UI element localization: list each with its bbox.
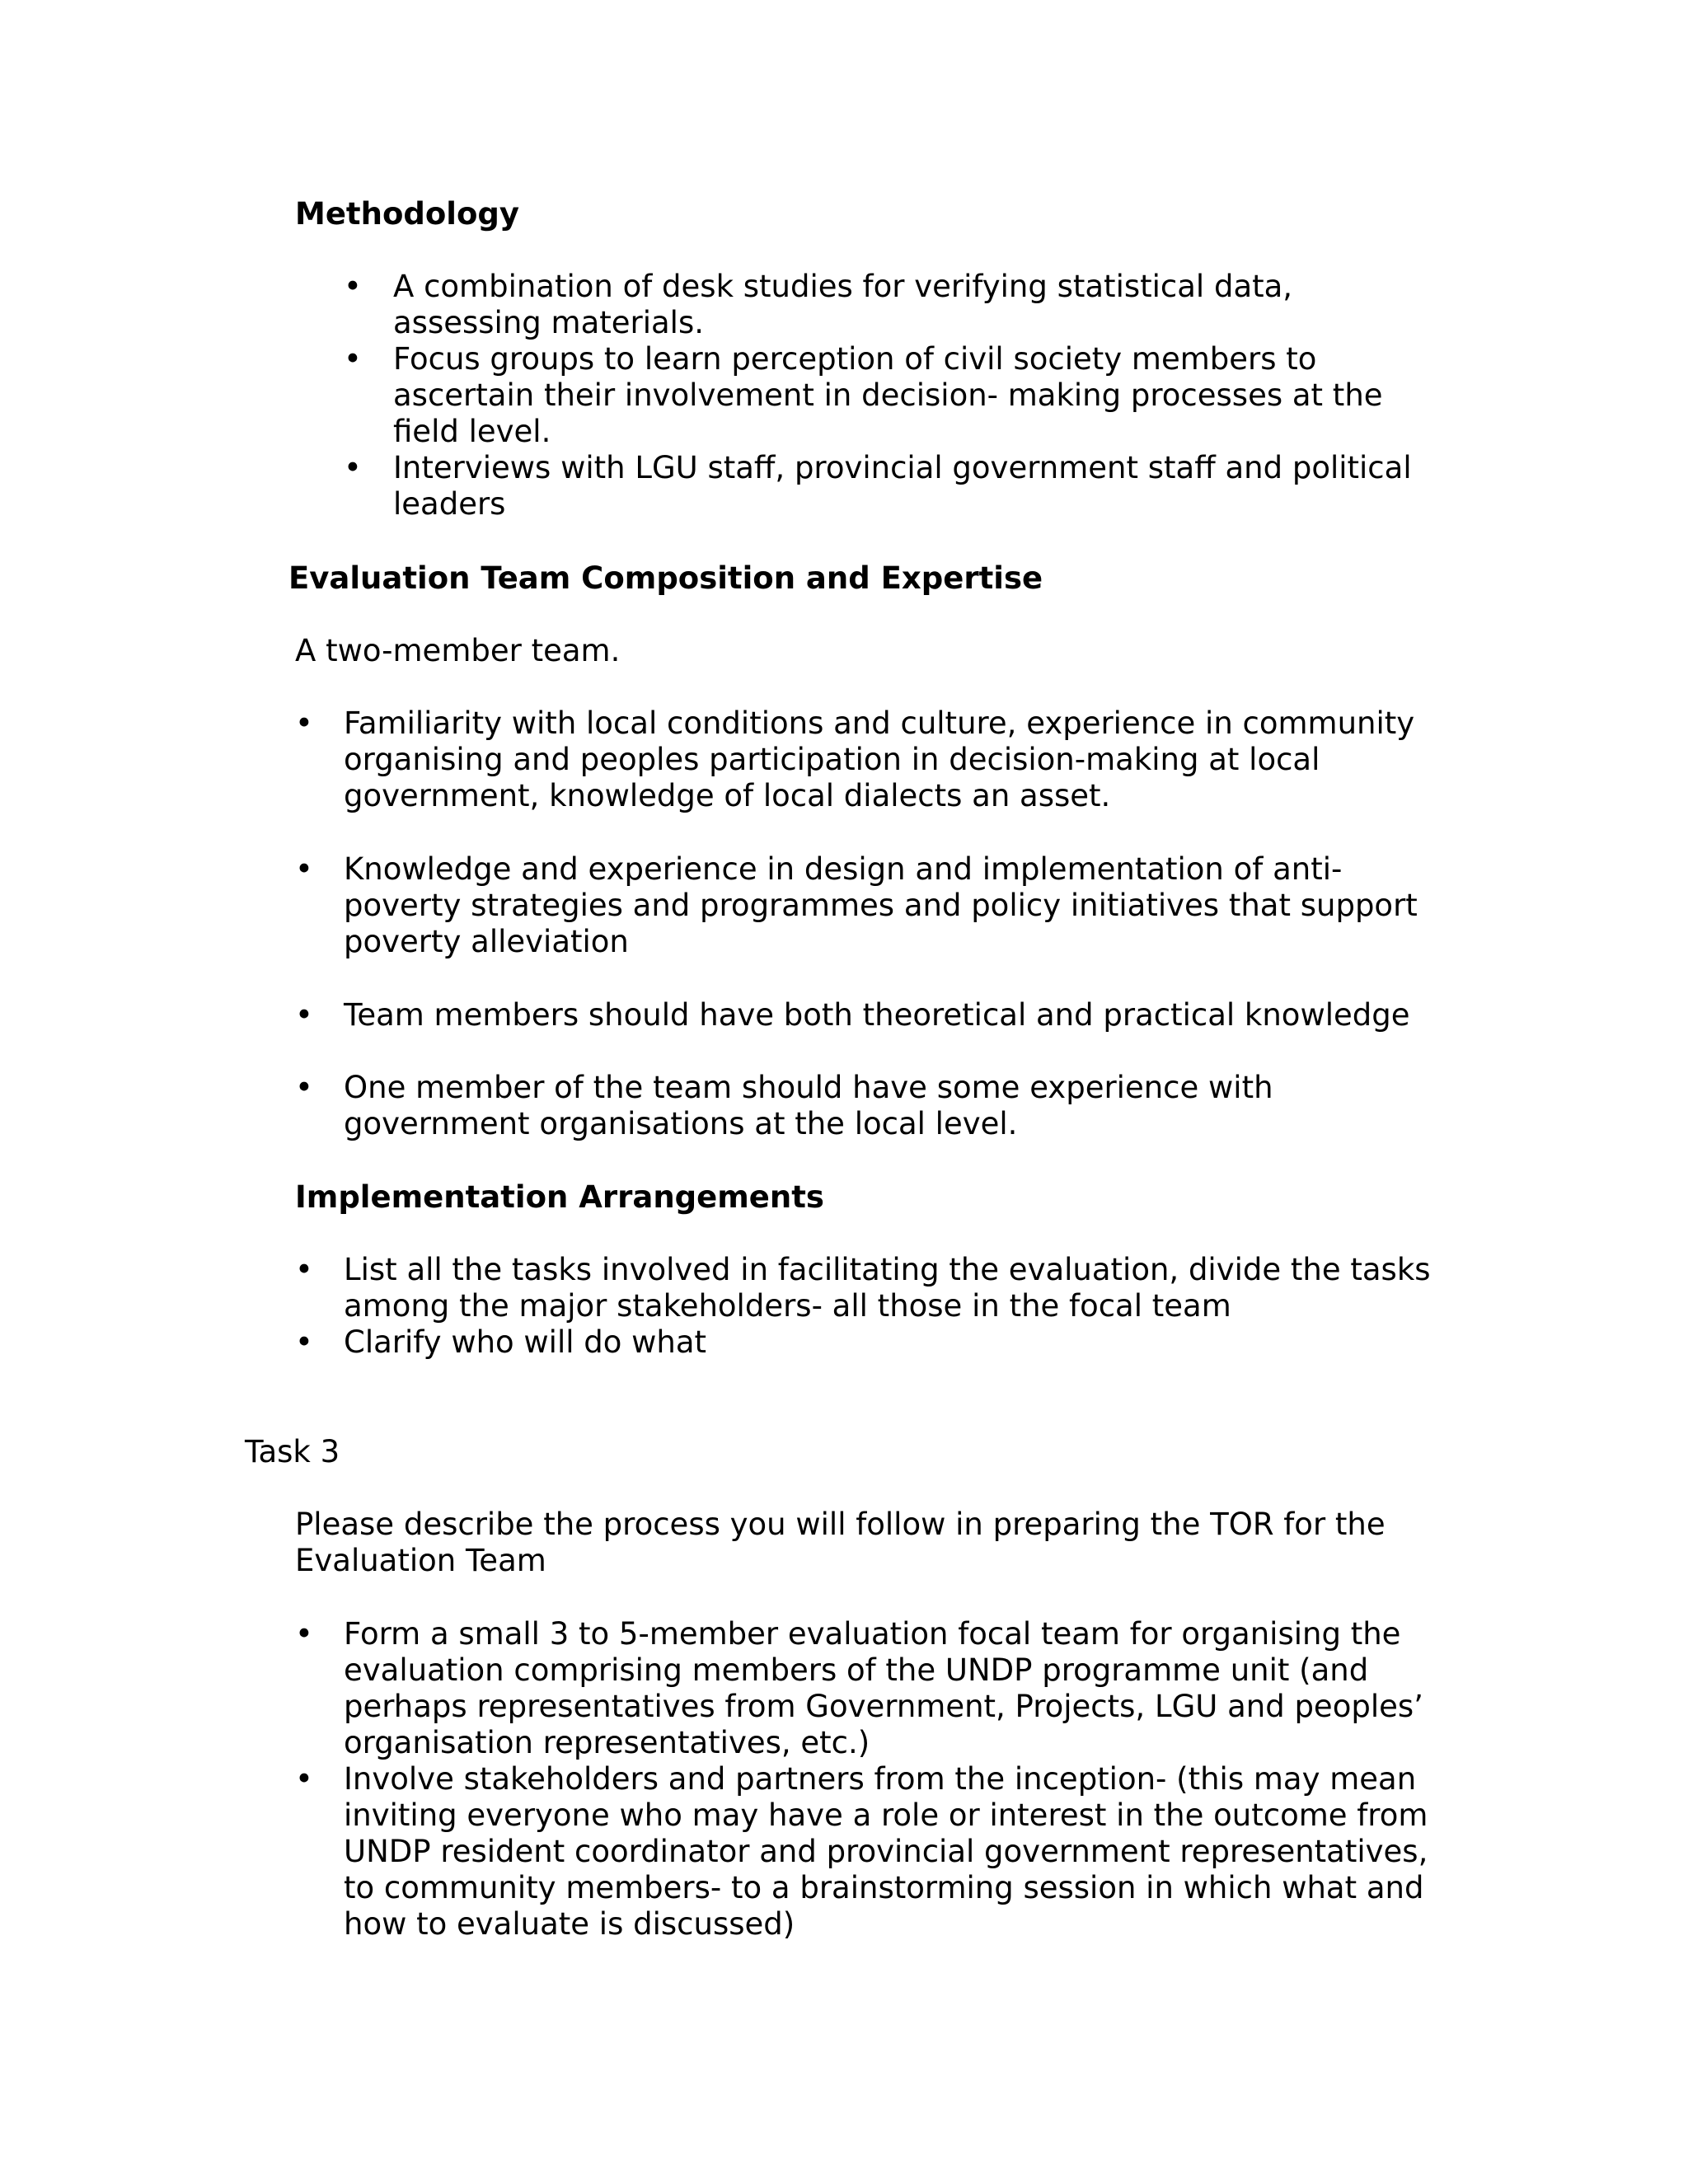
bullet-icon: • <box>344 341 362 377</box>
bullet-icon: • <box>295 1761 313 1797</box>
bullet-icon: • <box>344 269 362 304</box>
methodology-item-2-line-2: ascertain their involvement in decision- making processes at the <box>393 377 1383 413</box>
team-item-4-line-2: government organisations at the local level. <box>344 1106 1018 1141</box>
bullet-icon: • <box>295 1252 313 1287</box>
task3-item-1-line-4: organisation representatives, etc.) <box>344 1725 870 1760</box>
team-heading: Evaluation Team Composition and Expertise <box>288 560 1043 596</box>
task3-item-1-line-3: perhaps representatives from Government, Projects, LGU and peoples’ <box>344 1689 1423 1724</box>
task3-item-2-line-2: inviting everyone who may have a role or interest in the outcome from <box>344 1797 1428 1833</box>
team-item-1-line-1: Familiarity with local conditions and culture, experience in community <box>344 705 1415 741</box>
team-item-2-line-2: poverty strategies and programmes and policy initiatives that support <box>344 888 1418 923</box>
task3-item-2-line-4: to community members- to a brainstorming session in which what and <box>344 1870 1424 1905</box>
methodology-item-1-line-1: A combination of desk studies for verifying statistical data, <box>393 269 1293 304</box>
bullet-icon: • <box>295 997 313 1033</box>
team-intro: A two-member team. <box>295 633 621 668</box>
bullet-icon: • <box>295 1324 313 1360</box>
task3-item-2-line-5: how to evaluate is discussed) <box>344 1906 795 1942</box>
task3-item-1-line-1: Form a small 3 to 5-member evaluation focal team for organising the <box>344 1616 1401 1652</box>
implementation-item-1-line-2: among the major stakeholders- all those in the focal team <box>344 1288 1231 1324</box>
methodology-item-1-line-2: assessing materials. <box>393 305 704 340</box>
methodology-item-3-line-2: leaders <box>393 486 506 522</box>
implementation-item-1-line-1: List all the tasks involved in facilitating the evaluation, divide the tasks <box>344 1252 1431 1287</box>
team-item-2-line-3: poverty alleviation <box>344 924 629 959</box>
bullet-icon: • <box>295 851 313 887</box>
bullet-icon: • <box>295 1616 313 1652</box>
bullet-icon: • <box>295 1070 313 1105</box>
task3-item-1-line-2: evaluation comprising members of the UNDP programme unit (and <box>344 1652 1369 1688</box>
methodology-item-2-line-3: field level. <box>393 414 551 449</box>
team-item-2-line-1: Knowledge and experience in design and implementation of anti- <box>344 851 1343 887</box>
bullet-icon: • <box>344 450 362 485</box>
task3-question-line-2: Evaluation Team <box>295 1543 546 1578</box>
bullet-icon: • <box>295 705 313 741</box>
methodology-heading: Methodology <box>295 196 519 232</box>
methodology-item-2-line-1: Focus groups to learn perception of civil society members to <box>393 341 1317 377</box>
task3-item-2-line-3: UNDP resident coordinator and provincial government representatives, <box>344 1834 1428 1869</box>
methodology-item-3-line-1: Interviews with LGU staff, provincial government staff and political <box>393 450 1412 485</box>
team-item-1-line-3: government, knowledge of local dialects an asset. <box>344 778 1111 813</box>
task3-item-2-line-1: Involve stakeholders and partners from the inception- (this may mean <box>344 1761 1417 1797</box>
team-item-3-line-1: Team members should have both theoretical and practical knowledge <box>344 997 1410 1033</box>
implementation-heading: Implementation Arrangements <box>295 1179 824 1215</box>
team-item-1-line-2: organising and peoples participation in decision-making at local <box>344 742 1320 777</box>
team-item-4-line-1: One member of the team should have some experience with <box>344 1070 1273 1105</box>
task3-label: Task 3 <box>245 1434 340 1469</box>
implementation-item-2-line-1: Clarify who will do what <box>344 1324 707 1360</box>
task3-question-line-1: Please describe the process you will follow in preparing the TOR for the <box>295 1507 1386 1542</box>
